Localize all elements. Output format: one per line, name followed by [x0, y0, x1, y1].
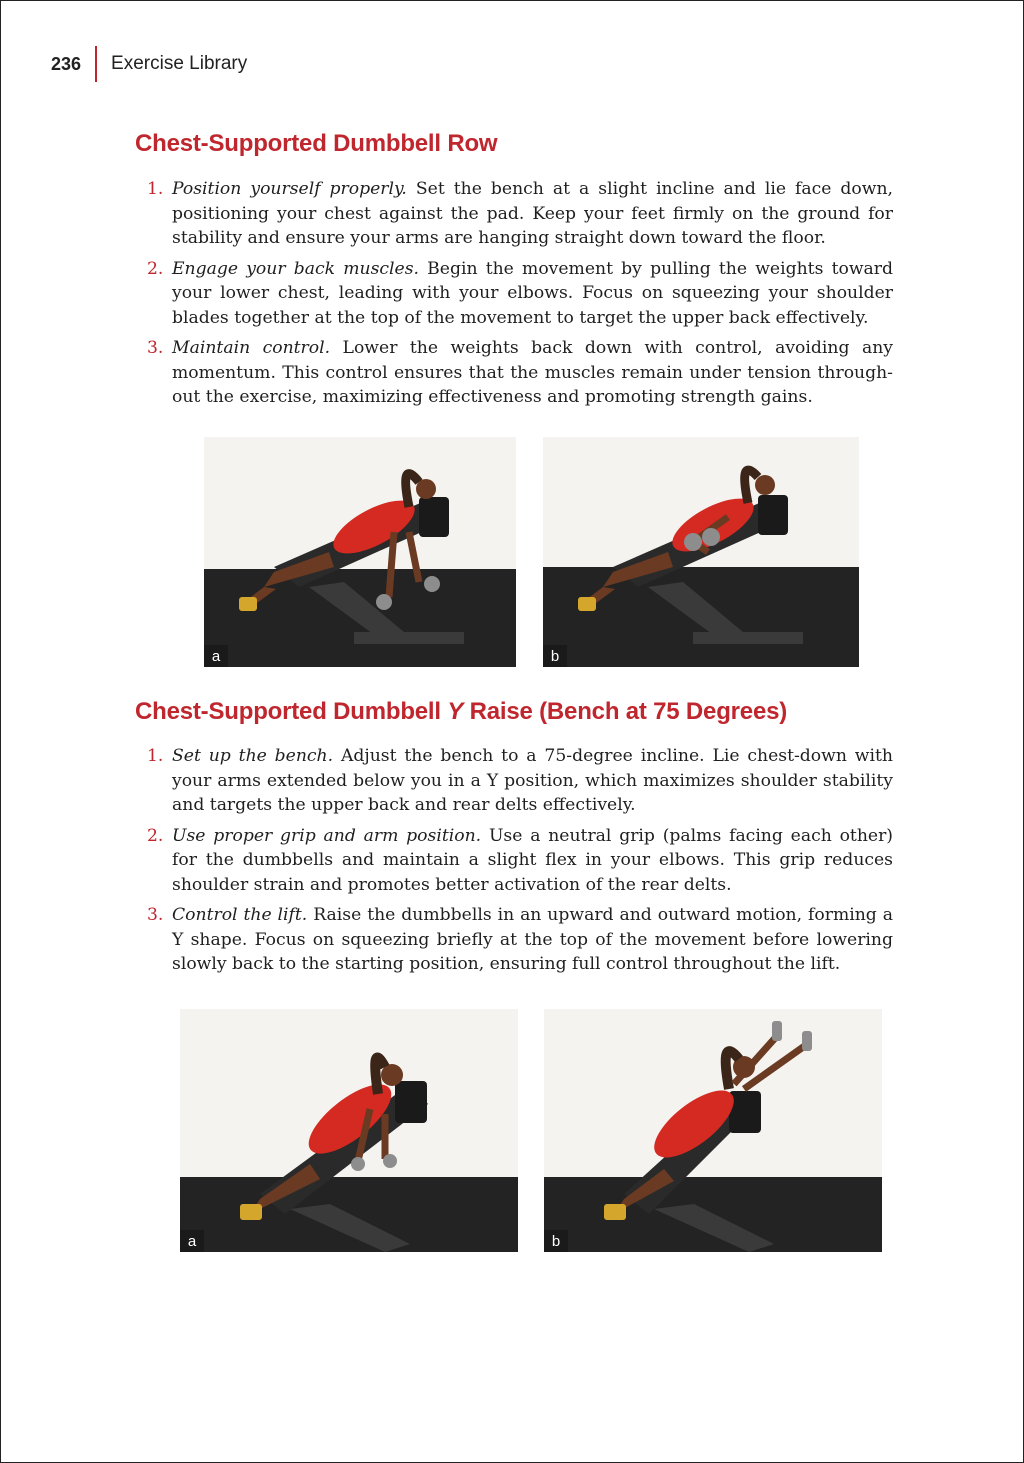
section-title-y-raise: [135, 698, 787, 726]
step-text: Begin the movement by pulling the weights toward your lower chest, leading with your elbows. Focus on squeezing your shoulder blades together at the top of the movement to target the upper back effectively.: [172, 258, 893, 328]
step-number: 2.: [147, 825, 164, 846]
step-number: 1.: [147, 179, 164, 199]
step-lead: Maintain control.: [172, 338, 343, 358]
row-steps-list: [137, 177, 893, 416]
list-item: [137, 336, 893, 410]
section-title-part: Chest-Supported Dumbbell: [135, 698, 448, 725]
header-divider: [95, 46, 97, 82]
step-text: Adjust the bench to a 75-degree incline. Lie chest-down with your arms extended below you in a Y position, which maximizes shoulder stability and targets the upper back and rear delts effectively.: [172, 746, 893, 815]
photo-label: a: [204, 645, 228, 667]
step-text: Raise the dumbbells in an upward and outward motion, forming a Y shape. Focus on squeezing briefly at the top of the movement before lowering slowly back to the starting position, ensuring full control throughout the lift.: [172, 905, 893, 974]
photo-row-finish: [543, 437, 859, 667]
photo-y-raise-finish: [544, 1009, 882, 1252]
section-title-row: Chest-Supported Dumbbell Row: [135, 130, 498, 157]
y-raise-steps-list: [137, 744, 893, 983]
step-number: 3.: [147, 905, 164, 925]
step-number: 3.: [147, 338, 164, 358]
step-number: 1.: [147, 746, 164, 766]
section-title-italic: Y: [447, 698, 464, 725]
list-item: [137, 824, 893, 898]
step-lead: Engage your back muscles.: [172, 258, 428, 279]
photo-label: b: [543, 645, 567, 667]
section-title-part: Raise (Bench at 75 Degrees): [463, 698, 788, 725]
step-text: Set the bench at a slight incline and lie face down, positioning your chest against the pad. Keep your feet firmly on the ground for stability and ensure your arms are hanging straight down toward the floor.: [172, 179, 893, 248]
photo-label: b: [544, 1230, 568, 1252]
exercise-photo-illustration: [180, 1009, 518, 1252]
step-text: Use a neutral grip (palms facing each other) for the dumbbells and maintain a slight flex in your elbows. This grip reduces shoulder strain and promotes better activation of the rear delts.: [172, 825, 893, 895]
exercise-photo-illustration: [544, 1009, 882, 1252]
list-item: [137, 744, 893, 818]
step-number: 2.: [147, 258, 164, 279]
page-number: 236: [51, 53, 82, 74]
step-text: Lower the weights back down with control, avoiding any momentum. This control ensures that the muscles remain under tension through-out the exercise, maximizing effectiveness and promoting strength gains.: [172, 338, 893, 407]
exercise-photo-illustration: [204, 437, 516, 667]
step-lead: Position yourself properly.: [172, 179, 416, 199]
photo-row-start: [204, 437, 516, 667]
exercise-photo-illustration: [543, 437, 859, 667]
running-title: Exercise Library: [111, 53, 248, 74]
list-item: [137, 257, 893, 331]
list-item: [137, 177, 893, 251]
step-lead: Use proper grip and arm position.: [172, 825, 489, 846]
step-lead: Control the lift.: [172, 905, 314, 925]
photo-y-raise-start: [180, 1009, 518, 1252]
list-item: [137, 903, 893, 977]
running-header: [51, 46, 247, 82]
step-lead: Set up the bench.: [172, 746, 341, 766]
photo-label: a: [180, 1230, 204, 1252]
